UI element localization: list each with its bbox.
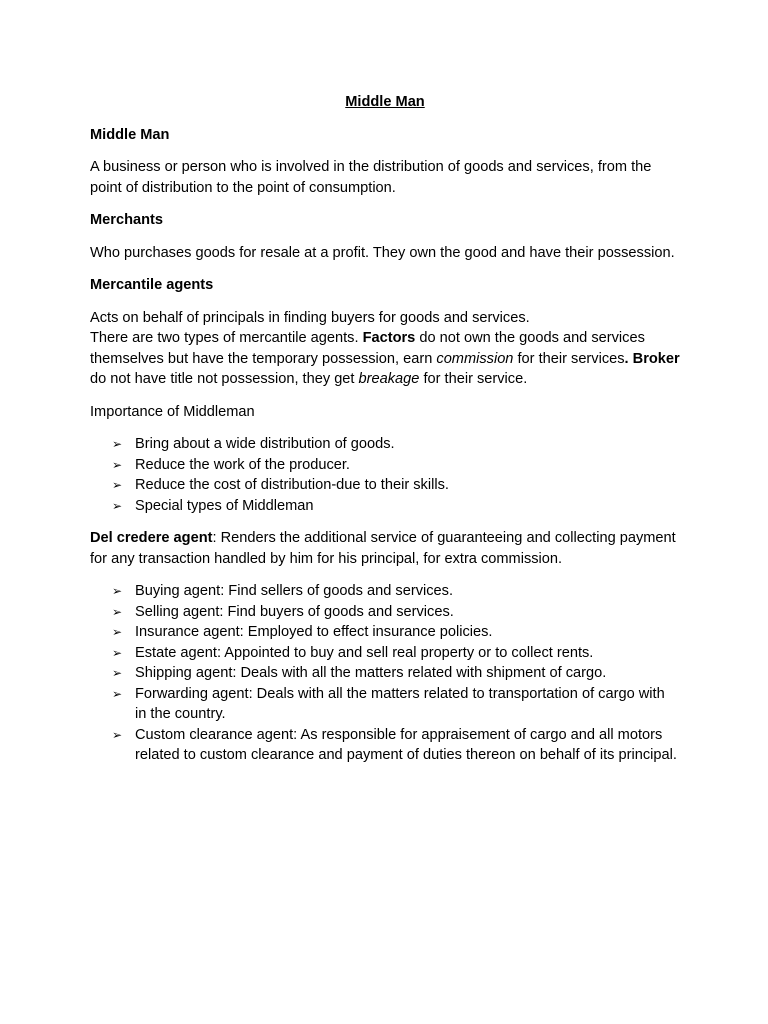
paragraph-middle-man: A business or person who is involved in the distribution of goods and services, from the point of distribution to the point of consumption.	[90, 159, 652, 196]
arrow-bullet-icon: ➢	[112, 686, 123, 701]
mercantile-line-1: Acts on behalf of principals in finding buyers for goods and services.	[90, 309, 530, 326]
mercantile-text-c: for their services	[513, 350, 625, 367]
list-item-text: Selling agent: Find buyers of goods and services.	[135, 603, 454, 620]
paragraph-mercantile-agents	[90, 308, 680, 390]
mercantile-text-a: There are two types of mercantile agents.	[90, 330, 363, 346]
list-item-text: Special types of Middleman	[135, 497, 314, 514]
heading-middle-man: Middle Man	[90, 126, 170, 143]
list-item	[90, 434, 680, 455]
list-item	[90, 455, 680, 476]
arrow-bullet-icon: ➢	[112, 457, 123, 472]
mercantile-text-b: do not own the goods and services themselves but have the temporary possession, earn	[90, 330, 645, 367]
list-item-text: Custom clearance agent: As responsible for appraisement of cargo and all motors related to custom clearance and payment of duties thereon on behalf of its principal.	[135, 726, 677, 763]
document-title: Middle Man	[345, 94, 425, 110]
heading-merchants: Merchants	[90, 212, 163, 228]
list-item	[90, 602, 680, 623]
list-item-text: Insurance agent: Employed to effect insurance policies.	[135, 624, 493, 640]
list-item-text: Bring about a wide distribution of goods.	[135, 436, 395, 452]
mercantile-text-e: for their service.	[419, 371, 528, 387]
arrow-bullet-icon: ➢	[112, 478, 123, 492]
importance-list	[90, 434, 680, 516]
list-item	[90, 663, 680, 684]
del-credere-text: : Renders the additional service of guaranteeing and collecting payment for any transaction handled by him for his principal, for extra commission.	[90, 530, 676, 567]
paragraph-merchants: Who purchases goods for resale at a profit. They own the good and have their possession.	[90, 244, 675, 261]
list-item	[90, 684, 680, 725]
arrow-bullet-icon: ➢	[112, 666, 123, 680]
commission-term: commission	[436, 350, 514, 367]
arrow-bullet-icon: ➢	[112, 604, 123, 619]
list-item	[90, 643, 680, 664]
arrow-bullet-icon: ➢	[112, 437, 123, 451]
list-item-text: Shipping agent: Deals with all the matters related with shipment of cargo.	[135, 665, 607, 681]
list-item-text: Buying agent: Find sellers of goods and services.	[135, 583, 453, 599]
arrow-bullet-icon: ➢	[112, 625, 123, 639]
broker-term: . Broker	[624, 350, 680, 367]
arrow-bullet-icon: ➢	[112, 498, 123, 513]
mercantile-text-d: do not have title not possession, they get	[90, 371, 359, 387]
list-item-text: Estate agent: Appointed to buy and sell real property or to collect rents.	[135, 644, 594, 661]
agents-list	[90, 581, 680, 766]
factors-term: Factors	[362, 330, 416, 346]
breakage-term: breakage	[358, 371, 420, 387]
list-item	[90, 622, 680, 643]
arrow-bullet-icon: ➢	[112, 584, 123, 598]
arrow-bullet-icon: ➢	[112, 645, 123, 660]
list-item	[90, 475, 680, 496]
list-item-text: Forwarding agent: Deals with all the matters related to transportation of cargo with in the country.	[135, 685, 665, 722]
list-item-text: Reduce the work of the producer.	[135, 456, 350, 473]
list-item	[90, 581, 680, 602]
arrow-bullet-icon: ➢	[112, 727, 123, 742]
document-page	[90, 92, 680, 778]
del-credere-term: Del credere agent	[90, 530, 213, 546]
importance-label: Importance of Middleman	[90, 403, 255, 420]
heading-mercantile-agents: Mercantile agents	[90, 277, 214, 293]
list-item	[90, 725, 680, 766]
paragraph-del-credere	[90, 528, 680, 569]
list-item-text: Reduce the cost of distribution-due to their skills.	[135, 477, 449, 493]
list-item	[90, 496, 680, 517]
